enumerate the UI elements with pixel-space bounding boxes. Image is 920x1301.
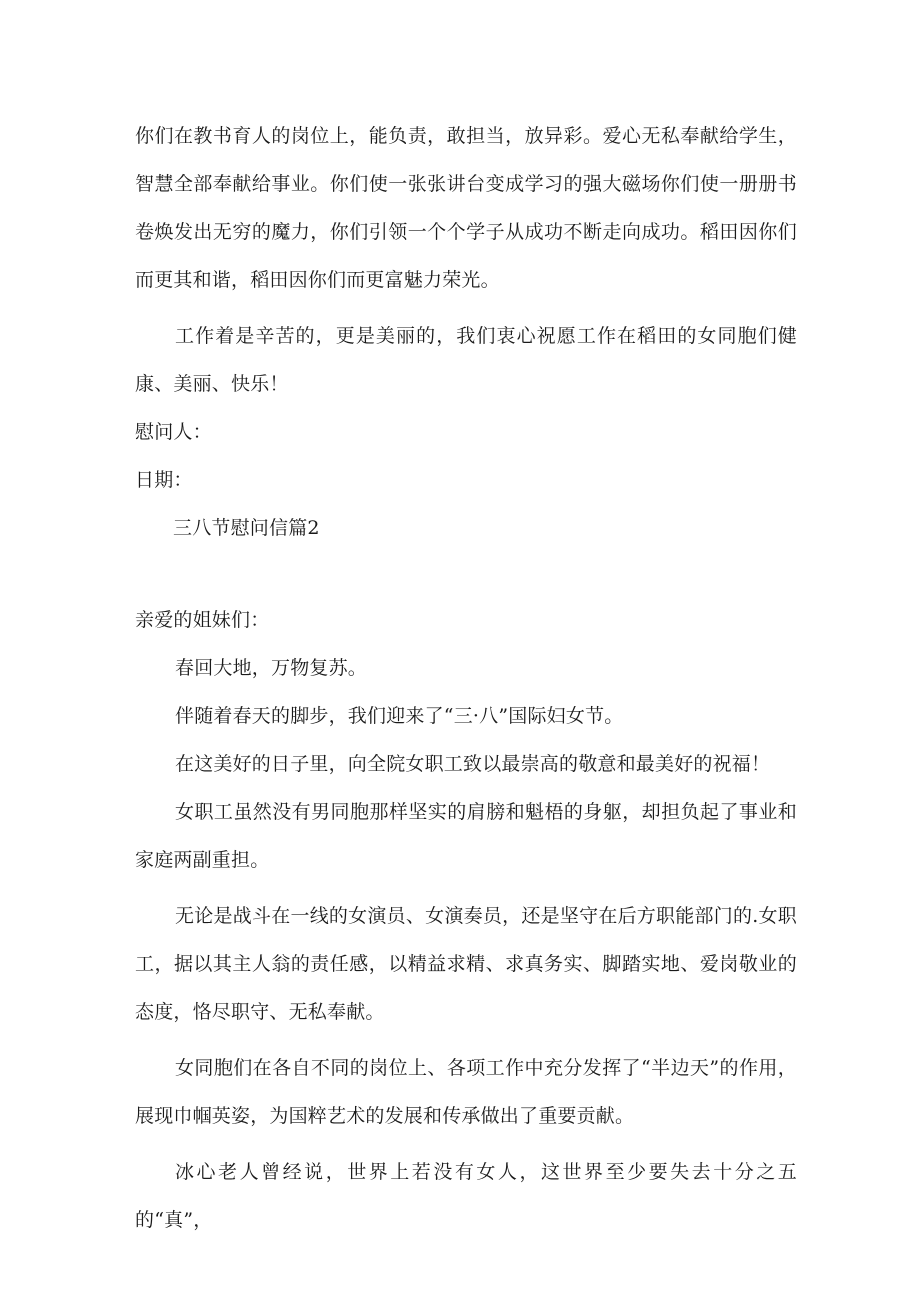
paragraph-teachers-praise: 你们在教书育人的岗位上，能负责，敢担当，放异彩。爱心无私奉献给学生，智慧全部奉献给事业。你们使一张张讲台变成学习的强大磁场你们使一册册书卷焕发出无穷的魔力，你们引领一个个学子从成功不断走向成功。稻田因你们而更其和谐，稻田因你们而更富魅力荣光。 [135,125,797,291]
letter-paragraph-2: 伴随着春天的脚步，我们迎来了“三·八”国际妇女节。 [175,705,624,727]
date-label: 日期： [135,469,193,491]
document-body [135,112,797,1244]
section-spacer [135,552,797,596]
letter-paragraph-6: 女同胞们在各自不同的岗位上、各项工作中充分发挥了“半边天”的作用，展现巾帼英姿，为国粹艺术的发展和传承做出了重要贡献。 [135,1057,797,1127]
letter-paragraph-4: 女职工虽然没有男同胞那样坚实的肩膀和魁梧的身躯，却担负起了事业和家庭两副重担。 [135,801,797,871]
letter-salutation: 亲爱的姐妹们： [135,609,270,631]
paragraph-wishes: 工作着是辛苦的，更是美丽的，我们衷心祝愿工作在稻田的女同胞们健康、美丽、快乐！ [135,325,797,395]
letter-paragraph-7: 冰心老人曾经说，世界上若没有女人，这世界至少要失去十分之五的“真”， [135,1161,797,1231]
letter-paragraph-5: 无论是战斗在一线的女演员、女演奏员，还是坚守在后方职能部门的.女职工，据以其主人翁的责任感，以精益求精、求真务实、脚踏实地、爱岗敬业的态度，恪尽职守、无私奉献。 [135,905,797,1023]
section-title: 三八节慰问信篇2 [173,517,320,539]
letter-paragraph-3: 在这美好的日子里，向全院女职工致以最崇高的敬意和最美好的祝福！ [175,753,771,775]
sender-label: 慰问人： [135,421,212,443]
letter-paragraph-1: 春回大地，万物复苏。 [175,657,368,679]
